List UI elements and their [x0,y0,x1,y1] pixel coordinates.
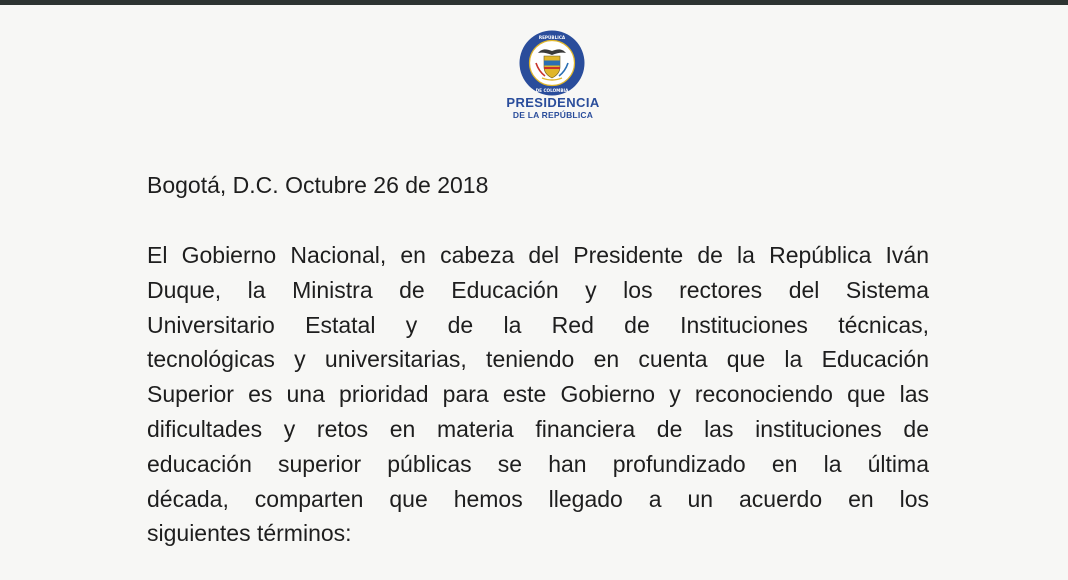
page-top-edge [0,0,1068,5]
seal-top-text: REPÚBLICA [538,35,566,40]
paragraph-line: Superior es una prioridad para este Gobierno y reconociendo que las [147,381,929,408]
letter-date: Bogotá, D.C. Octubre 26 de 2018 [147,172,489,198]
letter-paragraph [147,238,929,551]
paragraph-line: Duque, la Ministra de Educación y los rectores del Sistema [147,276,929,303]
coat-of-arms-seal [518,29,586,97]
seal-bottom-text: DE COLOMBIA [535,88,569,93]
paragraph-line: Universitario Estatal y de la Red de Instituciones técnicas, [147,311,929,338]
paragraph-line: educación superior públicas se han profundizado en la última [147,450,929,477]
logo-subtitle: DE LA REPÚBLICA [512,110,594,120]
paragraph-line: tecnológicas y universitarias, teniendo en cuenta que la Educación [147,346,929,373]
paragraph-line: dificultades y retos en materia financiera de las instituciones de [147,415,929,442]
paragraph-line: década, comparten que hemos llegado a un acuerdo en los [147,485,929,512]
logo-title: PRESIDENCIA [506,95,600,110]
presidency-logo-text [478,96,628,120]
paragraph-line: El Gobierno Nacional, en cabeza del Presidente de la República Iván [147,242,929,268]
paragraph-line: siguientes términos: [147,520,352,547]
